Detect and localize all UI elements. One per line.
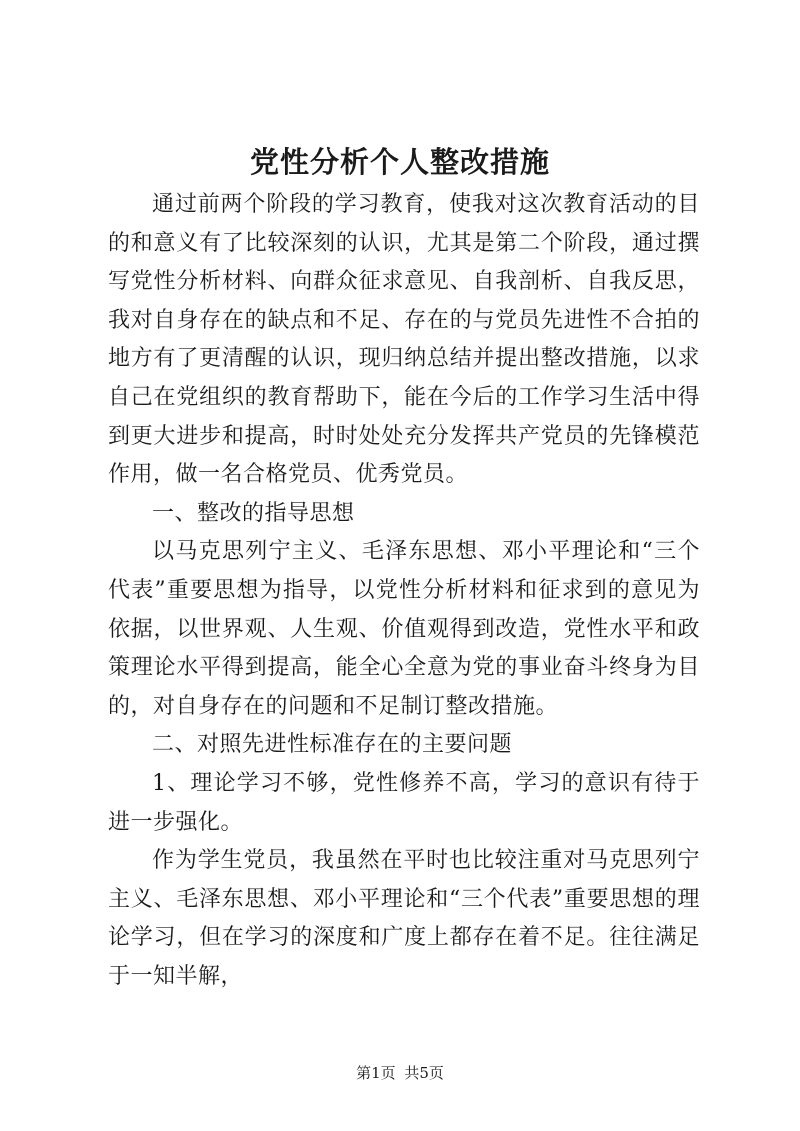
document-body <box>108 186 700 996</box>
page-footer: 第1页 共5页 <box>356 1064 444 1082</box>
section-heading-main-problems: 二、对照先进性标准存在的主要问题 <box>152 732 513 758</box>
paragraph-guiding-thought: 以马克思列宁主义、毛泽东思想、邓小平理论和“三个代表”重要思想为指导，以党性分析材料和征求到的意见为依据，以世界观、人生观、价值观得到改造，党性水平和政策理论水平得到提高，能全心全意为党的事业奋斗终身为目的，对自身存在的问题和不足制订整改措施。 <box>108 539 700 719</box>
paragraph-intro: 通过前两个阶段的学习教育，使我对这次教育活动的目的和意义有了比较深刻的认识，尤其是第二个阶段，通过撰写党性分析材料、向群众征求意见、自我剖析、自我反思，我对自身存在的缺点和不足、存在的与党员先进性不合拍的地方有了更清醒的认识，现归纳总结并提出整改措施，以求自己在党组织的教育帮助下，能在今后的工作学习生活中得到更大进步和提高，时时处处充分发挥共产党员的先锋模范作用，做一名合格党员、优秀党员。 <box>108 192 700 488</box>
section-heading-guiding-thought: 一、整改的指导思想 <box>152 500 355 526</box>
paragraph-student-member: 作为学生党员，我虽然在平时也比较注重对马克思列宁主义、毛泽东思想、邓小平理论和“三个代表”重要思想的理论学习，但在学习的深度和广度上都存在着不足。往往满足于一知半解， <box>108 848 700 989</box>
problem-item-1: 1、理论学习不够，党性修养不高，学习的意识有待于进一步强化。 <box>108 770 700 835</box>
document-title: 党性分析个人整改措施 <box>249 145 550 179</box>
